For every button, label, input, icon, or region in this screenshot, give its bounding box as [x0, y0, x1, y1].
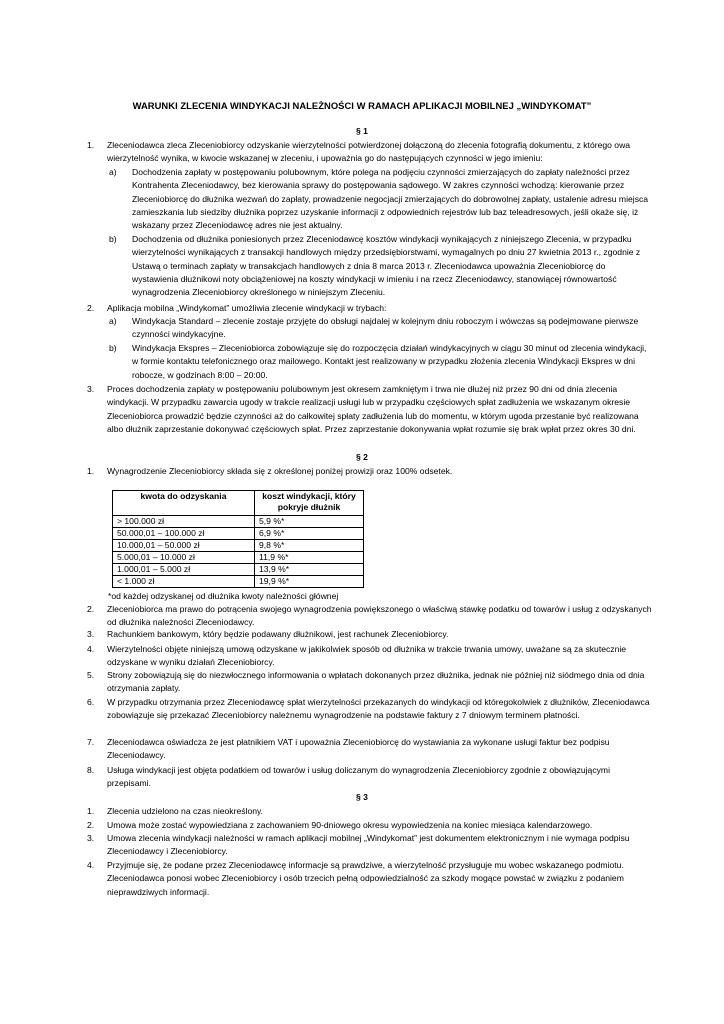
- s2-item-7-number: 7.: [87, 737, 95, 747]
- section-1-heading: § 1: [356, 126, 368, 136]
- table-row: [113, 564, 364, 576]
- document-title: WARUNKI ZLECENIA WINDYKACJI NALEŻNOŚCI W RAMACH APLIKACJI MOBILNEJ „WINDYKOMAT”: [132, 100, 592, 111]
- s2-item-3-text: Rachunkiem bankowym, który będzie podawany dłużnikowi, jest rachunek Zleceniobiorcy.: [107, 629, 449, 639]
- table-cell-cost: 9,8 %*: [255, 540, 364, 552]
- table-row: [113, 528, 364, 540]
- s1-item-2b-text: Windykacja Ekspres – Zleceniobiorca zobowiązuje się do rozpoczęcia działań windykacyjnych w ciągu 30 minut od zlecenia windykacji, w formie kontaktu telefonicznego oraz mailowego. Kontakt jest realizowany w przypadku złożenia zlecenia Windykacji Ekspres w dni robocze, w godzinach 8:00 – 20:00.: [132, 343, 647, 380]
- table-cell-amount: > 100.000 zł: [113, 516, 255, 528]
- table-cell-cost: 13,9 %*: [255, 564, 364, 576]
- table-cell-cost: 5,9 %*: [255, 516, 364, 528]
- table-cell-amount: < 1.000 zł: [113, 576, 255, 588]
- s1-item-1-text: Zleceniodawca zleca Zleceniobiorcy odzyskanie wierzytelności potwierdzonej dołączoną do zlecenia fotografią dokumentu, z którego owa wierzytelność wynika, w kwocie wskazanej w zleceniu, i upoważnia go do następujących czynności w jego imieniu:: [107, 140, 631, 164]
- table-header-amount: kwota do odzyskania: [113, 491, 255, 516]
- s2-item-4-number: 4.: [87, 644, 95, 654]
- table-cell-cost: 6,9 %*: [255, 528, 364, 540]
- s1-item-2b-label: b): [109, 343, 117, 353]
- table-row: [113, 552, 364, 564]
- section-2-heading: § 2: [356, 452, 368, 462]
- table-row: [113, 516, 364, 528]
- table-cell-amount: 1.000,01 – 5.000 zł: [113, 564, 255, 576]
- s2-item-1-text: Wynagrodzenie Zleceniobiorcy składa się z określonej poniżej prowizji oraz 100% odsetek.: [107, 466, 453, 476]
- s2-item-6-number: 6.: [87, 697, 95, 707]
- s1-item-1b-text: Dochodzenia od dłużnika poniesionych przez Zleceniodawcę kosztów windykacji wynikających z niniejszego Zlecenia, w przypadku wierzytelności wynikających z transakcji handlowych między przedsiębiorstwami, wymagalnych po dniu 27 kwietnia 2013 r., zgodnie z Ustawą o terminach zapłaty w transakcjach handlowych z dnia 8 marca 2013 r. Zleceniodawca upoważnia Zleceniobiorcę do wystawienia dłużnikowi noty obciążeniowej na koszty windykacji w imieniu i na rzecz Zleceniodawcy, stanowiącej równowartość wynagrodzenia Zleceniobiorcy określonego w niniejszym Zleceniu.: [132, 234, 641, 298]
- s3-item-1-number: 1.: [87, 806, 95, 816]
- s3-item-2-number: 2.: [87, 820, 95, 830]
- s1-item-1a-label: a): [109, 167, 117, 177]
- s1-item-2a-label: a): [109, 316, 117, 326]
- s3-item-4-number: 4.: [87, 860, 95, 870]
- s3-item-4-text: Przyjmuje się, że podane przez Zleceniodawcę informacje są prawdziwe, a wierzytelność przysługuje mu wobec wskazanego podmiotu. Zleceniodawca ponosi wobec Zleceniobiorcy i osób trzecich pełną odpowiedzialność za szkody mogące powstać w związku z podaniem nieprawdziwych informacji.: [107, 860, 624, 897]
- s1-item-1b-label: b): [109, 234, 117, 244]
- s1-item-2-number: 2.: [87, 303, 95, 313]
- s2-item-3-number: 3.: [87, 629, 95, 639]
- s1-item-2-text: Aplikacja mobilna „Windykomat” umożliwia zlecenie windykacji w trybach:: [107, 303, 387, 313]
- table-cell-cost: 11,9 %*: [255, 552, 364, 564]
- table-header-cost: koszt windykacji, który pokryje dłużnik: [255, 491, 364, 516]
- s1-item-1a-text: Dochodzenia zapłaty w postępowaniu polubownym, które polega na podjęciu czynności zmierzających do zapłaty należności przez Kontrahenta Zleceniodawcy, bez kierowania sprawy do postępowania sądowego. W zakres czynności wchodzą: kierowanie przez Zleceniobiorcę do dłużnika wezwań do zapłaty, prowadzenie negocjacji zmierzających do dobrowolnej zapłaty, ustalenie adresu miejsca zamieszkania lub siedziby dłużnika poprzez uzyskanie informacji z odpowiednich rejestrów lub baz teleadresowych, jeśli okaże się, iż wskazany przez Zleceniodawcę adres nie jest aktualny.: [132, 167, 649, 231]
- s1-item-2a-text: Windykacja Standard – zlecenie zostaje przyjęte do obsługi najdalej w kolejnym dniu roboczym i wówczas są podejmowane pierwsze czynności windykacyjne.: [132, 316, 639, 340]
- s1-item-3-text: Proces dochodzenia zapłaty w postępowaniu polubownym jest okresem zamkniętym i trwa nie dłużej niż przez 90 dni od dnia zlecenia windykacji. W przypadku zawarcia ugody w trakcie realizacji usługi lub w przypadku częściowych spłat zadłużenia we wskazanym okresie Zleceniobiorca prowadzić będzie czynności aż do całkowitej spłaty zadłużenia lub do momentu, w którym ugoda przestanie być realizowana albo dłużnik zaprzestanie dokonywać częściowych spłat. Przez zaprzestanie dokonywania wpłat rozumie się brak wpłat przez okres 30 dni.: [107, 384, 639, 434]
- s2-item-2-text: Zleceniobiorca ma prawo do potrącenia swojego wynagrodzenia powiększonego o właściwą stawkę podatku od towarów i usług z odzyskanych od dłużnika należności Zleceniodawcy.: [107, 604, 652, 628]
- s2-item-2-number: 2.: [87, 604, 95, 614]
- table-row: [113, 576, 364, 588]
- s2-item-7-text: Zleceniodawca oświadcza że jest płatnikiem VAT i upoważnia Zleceniobiorcę do wystawiania za wykonane usługi faktur bez podpisu Zleceniodawcy.: [107, 737, 610, 761]
- s2-item-5-number: 5.: [87, 670, 95, 680]
- s3-item-1-text: Zlecenia udzielono na czas nieokreślony.: [107, 806, 264, 816]
- s2-item-4-text: Wierzytelności objęte niniejszą umową odzyskane w jakikolwiek sposób od dłużnika w trakcie trwania umowy, uważane są za skutecznie odzyskane w wyniku działań Zleceniobiorcy.: [107, 644, 627, 668]
- s1-item-3-number: 3.: [87, 384, 95, 394]
- s2-item-8-number: 8.: [87, 765, 95, 775]
- s2-item-8-text: Usługa windykacji jest objęta podatkiem od towarów i usług doliczanym do wynagrodzenia Zleceniobiorcy zgodnie z obowiązującymi przepisami.: [107, 765, 610, 789]
- s2-item-1-number: 1.: [87, 466, 95, 476]
- s2-item-6-text: W przypadku otrzymania przez Zleceniodawcę spłat wierzytelności przekazanych do windykacji od któregokolwiek z dłużników, Zleceniodawca zobowiązuje się przekazać Zleceniobiorcy należnemu wynagrodzenie na podstawie faktury z 7 dniowym terminem płatności.: [107, 697, 650, 721]
- table-cell-amount: 10.000,01 – 50.000 zł: [113, 540, 255, 552]
- table-cell-cost: 19,9 %*: [255, 576, 364, 588]
- s1-item-1-number: 1.: [87, 140, 95, 150]
- table-cell-amount: 5.000,01 – 10.000 zł: [113, 552, 255, 564]
- s3-item-3-number: 3.: [87, 833, 95, 843]
- s2-item-5-text: Strony zobowiązują się do niezwłocznego informowania o wpłatach dokonanych przez dłużnika, jednak nie później niż siódmego dnia od dnia otrzymania zapłaty.: [107, 670, 645, 694]
- s3-item-3-text: Umowa zlecenia windykacji należności w ramach aplikacji mobilnej „Windykomat” jest dokumentem elektronicznym i nie wymaga podpisu Zleceniodawcy i Zleceniobiorcy.: [107, 833, 630, 857]
- commission-table: [112, 490, 364, 588]
- table-footnote: *od każdej odzyskanej od dłużnika kwoty należności głównej: [108, 591, 339, 601]
- section-3-heading: § 3: [356, 792, 368, 802]
- table-header-row: [113, 491, 364, 516]
- table-cell-amount: 50.000,01 – 100.000 zł: [113, 528, 255, 540]
- table-row: [113, 540, 364, 552]
- s3-item-2-text: Umowa może zostać wypowiedziana z zachowaniem 90-dniowego okresu wypowiedzenia na koniec miesiąca kalendarzowego.: [107, 820, 593, 830]
